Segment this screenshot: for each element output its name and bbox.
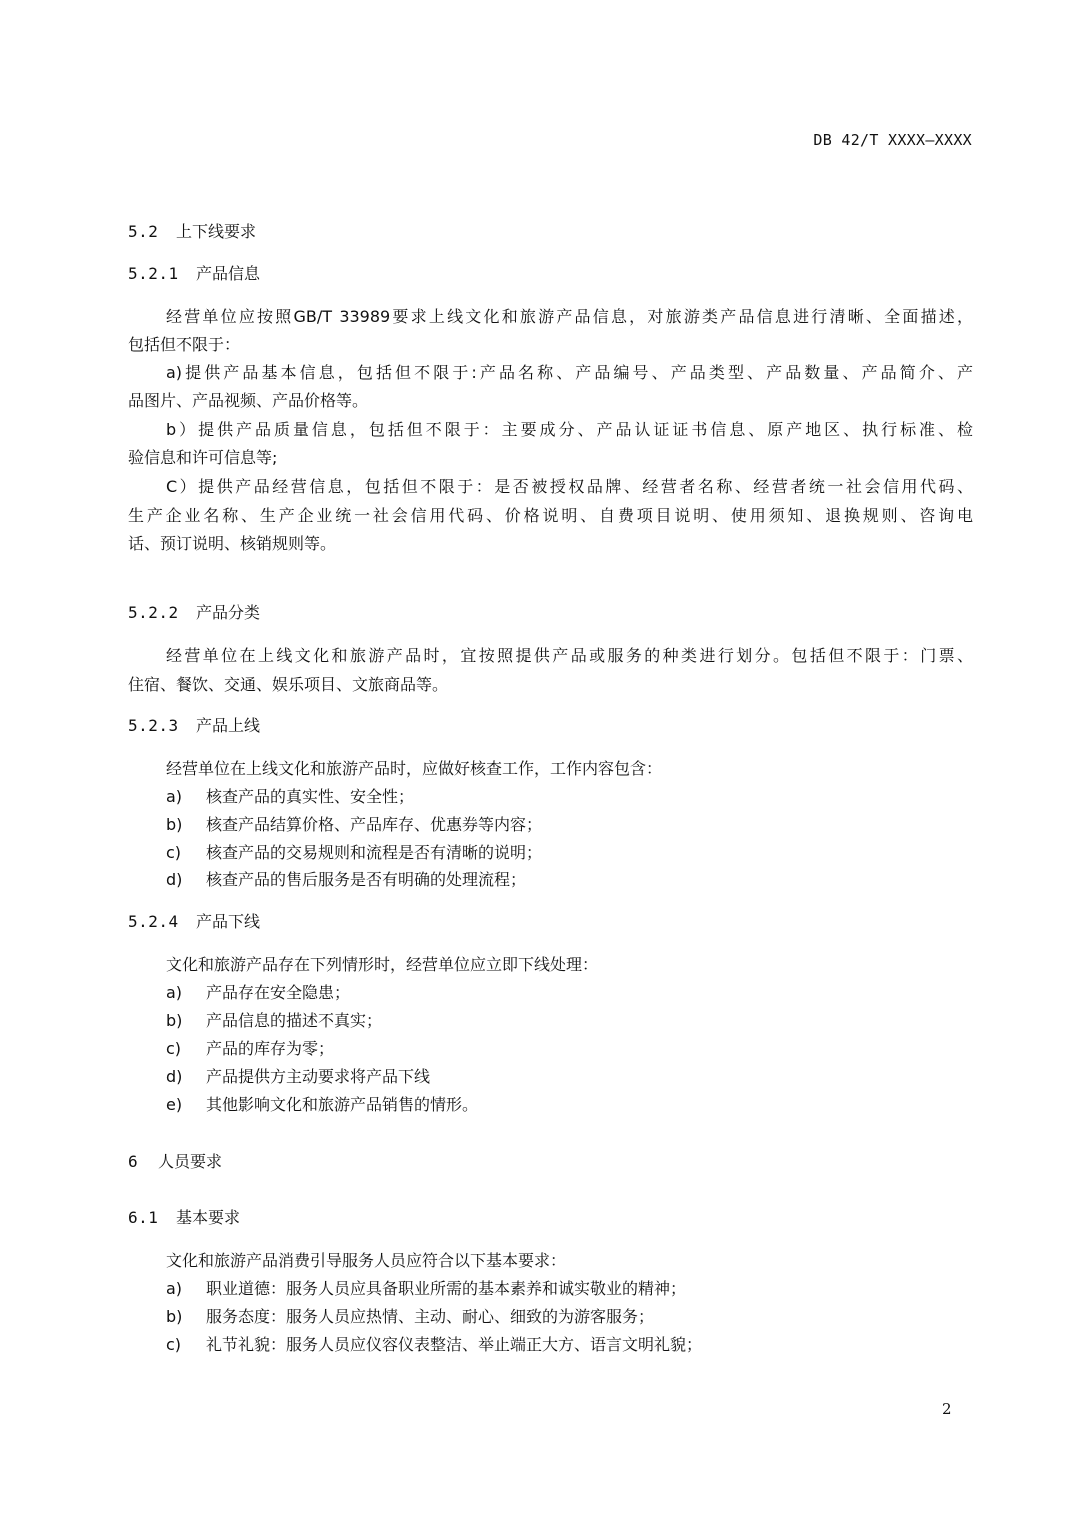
paragraph-line: 经营单位在上线文化和旅游产品时，宜按照提供产品或服务的种类进行划分。包括但不限于：门票、 — [166, 646, 973, 665]
list-item-label: c) — [166, 843, 182, 862]
list-item-text: 核查产品的售后服务是否有明确的处理流程； — [206, 870, 527, 889]
list-item-text: 产品存在安全隐患； — [206, 983, 351, 1002]
list-item-label: c) — [166, 1335, 182, 1354]
list-item-text: 产品的库存为零； — [206, 1039, 335, 1058]
list-item-text: 其他影响文化和旅游产品销售的情形。 — [206, 1095, 479, 1114]
list-item — [166, 983, 350, 1003]
list-item-text: 核查产品的交易规则和流程是否有清晰的说明； — [206, 843, 543, 862]
paragraph-line: 话、预订说明、核销规则等。 — [128, 534, 337, 553]
paragraph-line: 经营单位应按照GB/T 33989要求上线文化和旅游产品信息，对旅游类产品信息进行清晰、全面描述， — [166, 307, 973, 326]
paragraph-line: 住宿、餐饮、交通、娱乐项目、文旅商品等。 — [128, 675, 449, 694]
paragraph-line: 经营单位在上线文化和旅游产品时，应做好核查工作，工作内容包含： — [166, 759, 663, 778]
list-item-text: 核查产品结算价格、产品库存、优惠券等内容； — [206, 815, 543, 834]
section-title: 产品分类 — [196, 603, 261, 622]
list-item — [166, 870, 526, 890]
section-number: 5.2.4 — [128, 912, 179, 931]
paragraph-line: 文化和旅游产品存在下列情形时，经营单位应立即下线处理： — [166, 955, 599, 974]
document-code-header: DB 42/T XXXX—XXXX — [813, 131, 972, 149]
section-number: 5.2 — [128, 222, 159, 241]
list-item-label: a) — [166, 1279, 183, 1298]
paragraph-line: 文化和旅游产品消费引导服务人员应符合以下基本要求： — [166, 1251, 567, 1270]
section-title: 上下线要求 — [176, 222, 257, 241]
list-item — [166, 1039, 334, 1059]
list-item-label: e) — [166, 1095, 183, 1114]
list-item-text: 职业道德：服务人员应具备职业所需的基本素养和诚实敬业的精神； — [206, 1279, 687, 1298]
list-item — [166, 1307, 654, 1327]
list-item-text: 产品信息的描述不真实； — [206, 1011, 383, 1030]
list-item — [166, 787, 414, 807]
list-item — [166, 1011, 382, 1031]
paragraph-line: 包括但不限于： — [128, 335, 241, 354]
section-title: 人员要求 — [158, 1152, 223, 1171]
list-item-text: 核查产品的真实性、安全性； — [206, 787, 415, 806]
list-item-label: d) — [166, 870, 183, 889]
section-number: 5.2.1 — [128, 264, 179, 283]
section-heading-5-2 — [128, 222, 256, 242]
paragraph-line: 生产企业名称、生产企业统一社会信用代码、价格说明、自费项目说明、使用须知、退换规则、咨询电 — [128, 506, 973, 525]
list-item — [166, 1279, 686, 1299]
paragraph-line: a)提供产品基本信息，包括但不限于:产品名称、产品编号、产品类型、产品数量、产品简介、产 — [166, 363, 973, 382]
section-number: 6 — [128, 1152, 139, 1171]
section-heading-6 — [128, 1152, 222, 1172]
section-heading-5-2-4 — [128, 912, 260, 932]
section-heading-5-2-1 — [128, 264, 260, 284]
list-item-label: c) — [166, 1039, 182, 1058]
list-item — [166, 1095, 478, 1115]
list-item-label: d) — [166, 1067, 183, 1086]
section-number: 5.2.3 — [128, 716, 179, 735]
paragraph-line: b）提供产品质量信息，包括但不限于：主要成分、产品认证证书信息、原产地区、执行标准、检 — [166, 420, 973, 439]
list-item-text: 服务态度：服务人员应热情、主动、耐心、细致的为游客服务； — [206, 1307, 655, 1326]
list-item — [166, 843, 542, 863]
list-item-label: a) — [166, 787, 183, 806]
list-item — [166, 815, 542, 835]
list-item — [166, 1335, 702, 1355]
list-item — [166, 1067, 430, 1087]
paragraph-line: 品图片、产品视频、产品价格等。 — [128, 391, 369, 410]
section-title: 产品下线 — [196, 912, 261, 931]
section-title: 基本要求 — [176, 1208, 241, 1227]
list-item-label: b) — [166, 815, 183, 834]
section-number: 5.2.2 — [128, 603, 179, 622]
section-number: 6.1 — [128, 1208, 159, 1227]
page-number: 2 — [942, 1400, 952, 1418]
list-item-text: 礼节礼貌：服务人员应仪容仪表整洁、举止端正大方、语言文明礼貌； — [206, 1335, 703, 1354]
paragraph-line: C）提供产品经营信息，包括但不限于：是否被授权品牌、经营者名称、经营者统一社会信用代码、 — [166, 477, 973, 496]
section-title: 产品上线 — [196, 716, 261, 735]
section-heading-5-2-2 — [128, 603, 260, 623]
paragraph-line: 验信息和许可信息等; — [128, 448, 278, 467]
list-item-label: b) — [166, 1011, 183, 1030]
list-item-label: a) — [166, 983, 183, 1002]
section-heading-5-2-3 — [128, 716, 260, 736]
section-heading-6-1 — [128, 1208, 240, 1228]
list-item-label: b) — [166, 1307, 183, 1326]
list-item-text: 产品提供方主动要求将产品下线 — [206, 1067, 431, 1086]
section-title: 产品信息 — [196, 264, 261, 283]
